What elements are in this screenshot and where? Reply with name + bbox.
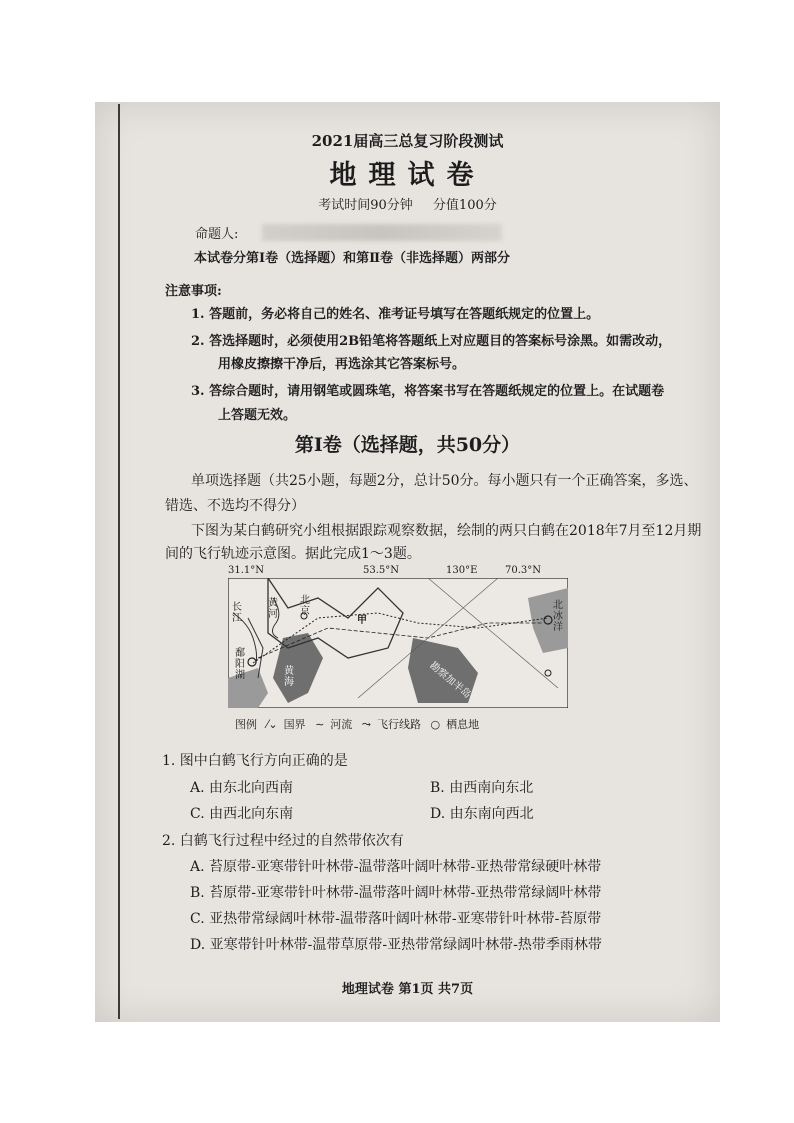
legend-route-icon: ⤳ xyxy=(361,718,371,731)
question-1-option-a: A. 由东北向西南 xyxy=(190,780,294,796)
legend-river-icon: ∼ xyxy=(315,718,325,731)
exam-time: 考试时间90分钟 xyxy=(318,198,413,213)
legend-border-icon: ⁄⌄ xyxy=(266,718,278,731)
map-legend xyxy=(235,716,485,732)
notice-item-2: 2. 答选择题时，必须使用2B铅笔将答题纸上对应题目的答案标号涂黑。如需改动， xyxy=(191,334,672,349)
exam-title: 地理试卷 xyxy=(329,160,486,191)
redacted-name xyxy=(262,224,502,241)
legend-route: 飞行线路 xyxy=(377,718,421,731)
exam-meta xyxy=(95,194,720,213)
passage-line-2: 间的飞行轨迹示意图。据此完成1～3题。 xyxy=(165,546,421,562)
question-1-option-b: B. 由西南向东北 xyxy=(430,780,534,796)
legend-habitat-icon: ○ xyxy=(430,718,441,731)
instructions-line-1: 单项选择题（共25小题，每题2分，总计50分。每小题只有一个正确答案，多选、 xyxy=(191,473,698,489)
label-arctic: 北 冰 洋 xyxy=(553,600,563,633)
proposer-label: 命题人: xyxy=(195,227,239,242)
page-fold-line xyxy=(118,104,120,1019)
notice-item-2-cont: 用橡皮擦擦干净后，再选涂其它答案标号。 xyxy=(218,357,466,372)
notice-item-3-cont: 上答题无效。 xyxy=(218,408,297,423)
label-poyang: 鄱 阳 湖 xyxy=(235,648,245,681)
legend-river: 河流 xyxy=(330,718,353,731)
coord-label: 31.1°N xyxy=(228,565,265,576)
question-1-option-d: D. 由东南向西北 xyxy=(430,806,534,822)
label-beijing: 北 京 xyxy=(300,595,310,617)
question-2-option-b: B. 苔原带-亚寒带针叶林带-温带落叶阔叶林带-亚热带常绿阔叶林带 xyxy=(190,885,602,901)
label-huanghai: 黄 海 xyxy=(284,666,294,688)
question-2-option-a: A. 苔原带-亚寒带针叶林带-温带落叶阔叶林带-亚热带常绿硬叶林带 xyxy=(190,859,602,875)
question-2-stem: 2. 白鹤飞行过程中经过的自然带依次有 xyxy=(162,833,404,849)
label-jia: 甲 xyxy=(357,615,367,626)
instructions-line-2: 错选、不选均不得分） xyxy=(165,498,305,514)
passage-line-1: 下图为某白鹤研究小组根据跟踪观察数据，绘制的两只白鹤在2018年7月至12月期 xyxy=(191,523,702,539)
question-1-stem: 1. 图中白鹤飞行方向正确的是 xyxy=(162,753,348,769)
question-1-option-c: C. 由西北向东南 xyxy=(190,806,294,822)
exam-score: 分值100分 xyxy=(432,198,497,213)
coord-label: 70.3°N xyxy=(505,565,542,576)
notice-item-3: 3. 答综合题时，请用钢笔或圆珠笔，将答案书写在答题纸规定的位置上。在试题卷 xyxy=(191,384,665,399)
flight-map xyxy=(228,578,568,708)
notice-item-1: 1. 答题前，务必将自己的姓名、准考证号填写在答题纸规定的位置上。 xyxy=(191,307,600,322)
coord-label: 53.5°N xyxy=(363,565,400,576)
label-huanghe: 黄 河 xyxy=(268,598,278,620)
legend-title: 图例 xyxy=(235,718,257,731)
exam-intro: 本试卷分第Ⅰ卷（选择题）和第Ⅱ卷（非选择题）两部分 xyxy=(194,251,511,266)
label-changjiang: 长 江 xyxy=(232,602,242,624)
coord-label: 130°E xyxy=(446,565,478,576)
legend-border: 国界 xyxy=(283,718,306,731)
label-kamchatka: 勘察加半岛 xyxy=(427,660,473,701)
section-title: 第Ⅰ卷（选择题，共50分） xyxy=(294,434,521,456)
question-2-option-d: D. 亚寒带针叶林带-温带草原带-亚热带常绿阔叶林带-热带季雨林带 xyxy=(190,937,602,953)
page-footer: 地理试卷 第1页 共7页 xyxy=(341,982,474,997)
notice-heading: 注意事项: xyxy=(165,284,222,299)
question-2-option-c: C. 亚热带常绿阔叶林带-温带落叶阔叶林带-亚寒带针叶林带-苔原带 xyxy=(190,911,602,927)
exam-subtitle: 2021届高三总复习阶段测试 xyxy=(311,132,504,150)
legend-habitat: 栖息地 xyxy=(446,718,480,731)
